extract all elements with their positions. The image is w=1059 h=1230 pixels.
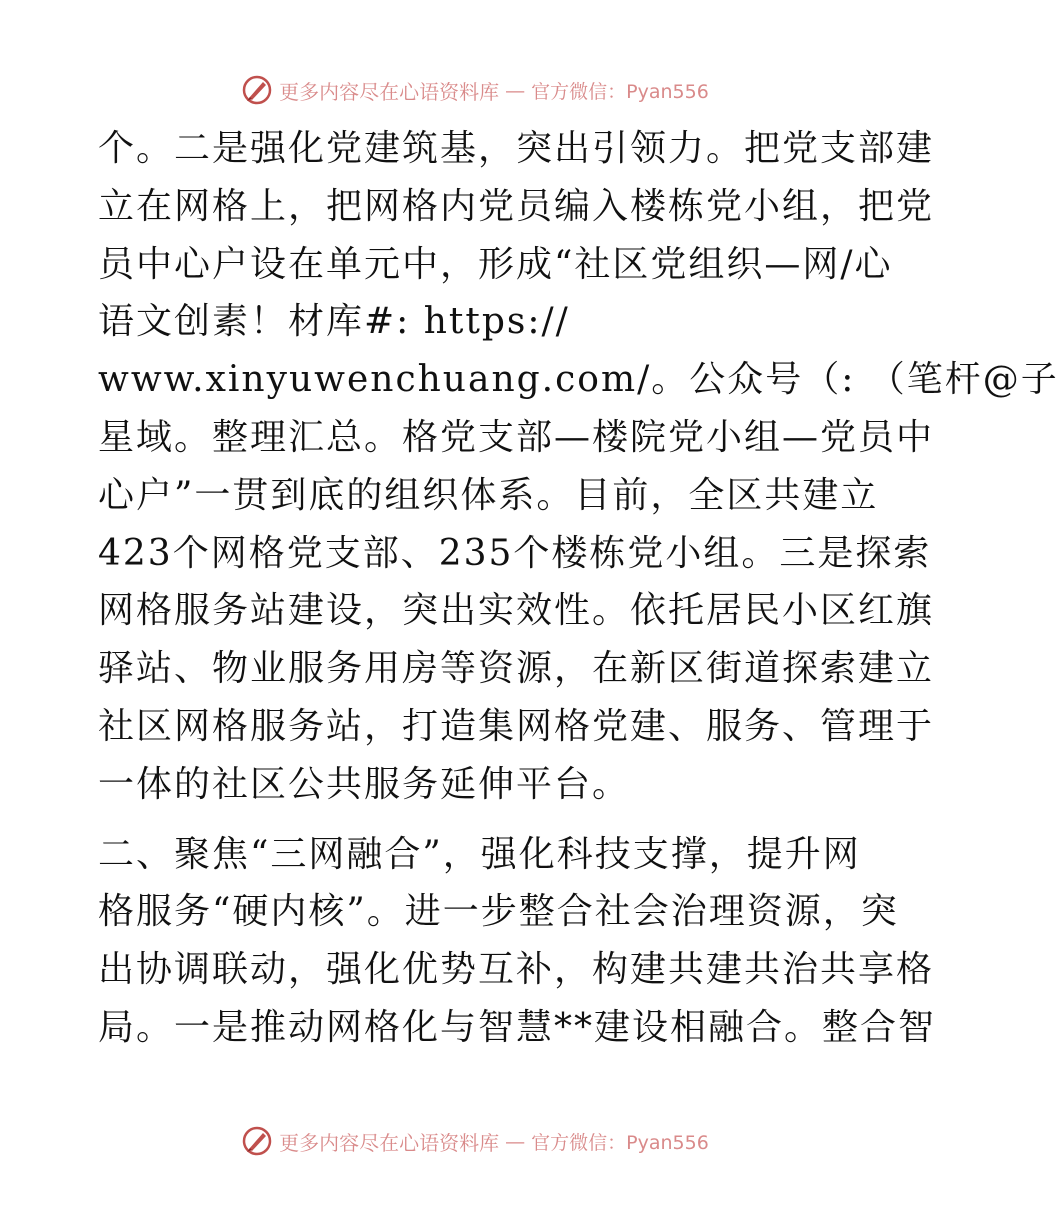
footer-watermark-separator: — xyxy=(505,1129,526,1153)
text-line: 出协调联动，强化优势互补，构建共建共治共享格 xyxy=(98,949,935,991)
text-line: 员中心户设在单元中，形成“社区党组织—网/心 xyxy=(98,243,893,285)
text-line: 社区网格服务站，打造集网格党建、服务、管理于 xyxy=(98,705,935,747)
header-watermark-wechat: 官方微信：Pyan556 xyxy=(531,80,709,103)
text-line: 语文创素！材库#: https:// xyxy=(98,301,570,343)
document-body xyxy=(98,120,1059,1057)
paragraph-2 xyxy=(98,826,937,1057)
footer-watermark-inner xyxy=(241,1125,709,1157)
text-line: 423个网格党支部、235个楼栋党小组。三是探索 xyxy=(98,532,932,574)
footer-watermark-text: 更多内容尽在心语资料库 xyxy=(279,1130,500,1155)
text-line: 局。一是推动网格化与智慧**建设相融合。整合智 xyxy=(98,1006,937,1048)
text-line: 心户”一贯到底的组织体系。目前，全区共建立 xyxy=(98,474,879,516)
text-line: 立在网格上，把网格内党员编入楼栋党小组，把党 xyxy=(98,185,935,227)
header-watermark xyxy=(0,72,950,108)
quill-pen-icon xyxy=(241,74,273,106)
footer-watermark-wechat: 官方微信：Pyan556 xyxy=(531,1131,709,1154)
text-line: 一体的社区公共服务延伸平台。 xyxy=(98,763,631,805)
quill-pen-icon xyxy=(241,1125,273,1157)
header-watermark-inner xyxy=(241,74,709,106)
header-watermark-text: 更多内容尽在心语资料库 xyxy=(279,79,500,104)
text-line: www.xinyuwenchuang.com/。公众号（: （笔杆@子 xyxy=(98,359,1059,401)
text-line: 星域。整理汇总。格党支部—楼院党小组—党员中 xyxy=(98,416,935,458)
paragraph-1 xyxy=(98,120,1059,814)
footer-watermark xyxy=(0,1123,950,1159)
header-watermark-separator: — xyxy=(505,78,526,102)
text-line: 二、聚焦“三网融合”，强化科技支撑，提升网 xyxy=(98,833,861,875)
text-line: 个。二是强化党建筑基，突出引领力。把党支部建 xyxy=(98,128,935,169)
paragraph-gap xyxy=(98,814,858,826)
text-line: 格服务“硬内核”。进一步整合社会治理资源，突 xyxy=(98,891,899,933)
text-line: 网格服务站建设，突出实效性。依托居民小区红旗 xyxy=(98,590,935,632)
text-line: 驿站、物业服务用房等资源，在新区街道探索建立 xyxy=(98,648,935,690)
